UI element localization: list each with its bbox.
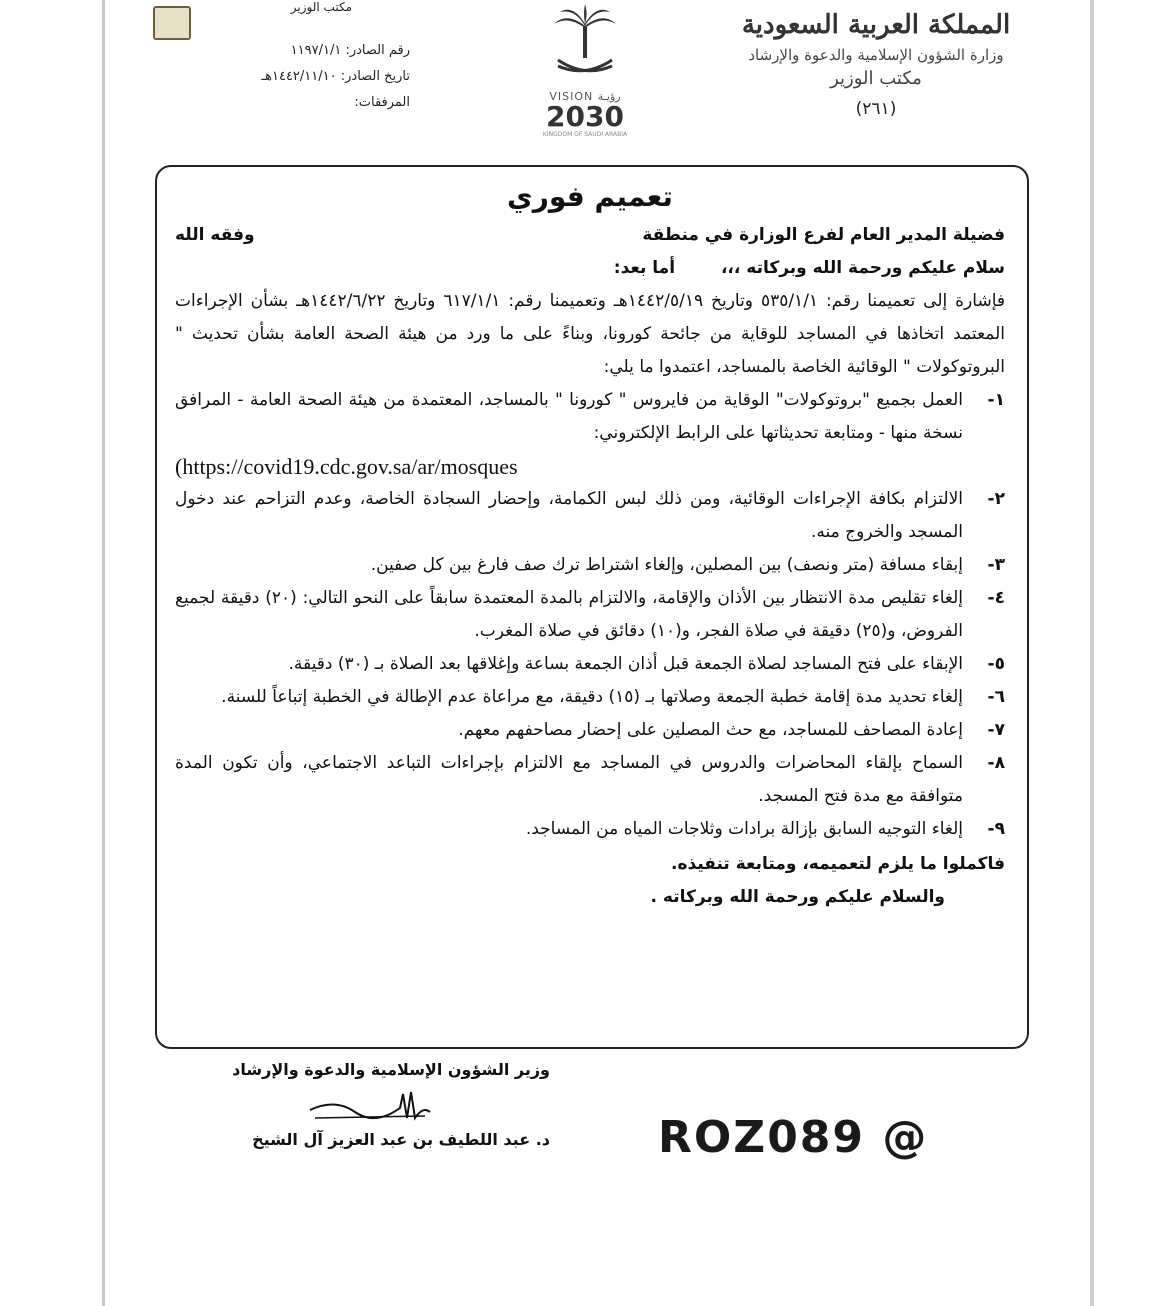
list-item — [175, 681, 1005, 714]
attachments-label: المرفقات: — [354, 95, 410, 110]
addressee-line — [175, 219, 1005, 252]
item-text: الإبقاء على فتح المساجد لصلاة الجمعة قبل أذان الجمعة بساعة وإغلاقها بعد الصلاة بـ (٣٠) دقيقة. — [288, 654, 963, 674]
greeting: سلام عليكم ورحمة الله وبركاته ،،، — [720, 258, 1005, 278]
greeting-line — [175, 252, 1005, 285]
saudi-emblem — [530, 4, 640, 154]
kingdom-name: المملكة العربية السعودية — [741, 10, 1011, 40]
item-number: ٥- — [987, 654, 1005, 674]
signatory-role: وزير الشؤون الإسلامية والدعوة والإرشاد — [232, 1060, 550, 1079]
list-item — [175, 384, 1005, 483]
signatory-name: د. عبد اللطيف بن عبد العزيز آل الشيخ — [252, 1130, 550, 1149]
addressee: فضيلة المدير العام لفرع الوزارة في منطقة — [642, 225, 1005, 245]
item-number: ٨- — [987, 753, 1005, 773]
item-text-content: العمل بجميع "بروتوكولات" الوقاية من فايروس " كورونا " بالمساجد، المعتمدة من هيئة الصحة العامة - المرافق نسخة منها - ومتابعة تحديثاتها على الرابط الإلكتروني: — [175, 390, 963, 443]
item-text: السماح بإلقاء المحاضرات والدروس في المساجد مع الالتزام بإجراءات التباعد الاجتماعي، وأن تكون المدة متوافقة مع مدة فتح المسجد. — [175, 753, 963, 806]
ref-date: تاريخ الصادر: ١٤٤٢/١١/١٠هـ — [261, 69, 410, 84]
list-item — [175, 582, 1005, 648]
list-item — [175, 549, 1005, 582]
top-office-label: مكتب الوزير — [290, 0, 352, 14]
intro-paragraph: فإشارة إلى تعميمنا رقم: ٥٣٥/١/١ وتاريخ ١٤٤٢/٥/١٩هـ وتعميمنا رقم: ٦١٧/١/١ وتاريخ ١٤٤٢/٦/٢٢هـ بشأن الإجراءات المعتمد اتخاذها في المساجد للوقاية من جائحة كورونا، وبناءً على ما ورد من هيئة الصحة العامة بشأن تحديث " البروتوكولات " الوقائية الخاصة بالمساجد، اعتمدوا ما يلي: — [175, 291, 1005, 377]
office-name: مكتب الوزير — [830, 68, 922, 89]
greeting-end: أما بعد: — [613, 258, 676, 278]
item-text: إلغاء تحديد مدة إقامة خطبة الجمعة وصلاتها بـ (١٥) دقيقة، مع مراعاة عدم الإطالة في الخطبة إتباعاً للسنة. — [221, 687, 963, 707]
list-item — [175, 714, 1005, 747]
closing-salutation: والسلام عليكم ورحمة الله وبركاته . — [650, 887, 945, 907]
reference-block — [210, 38, 410, 116]
item-number: ٤- — [987, 588, 1005, 608]
ministry-name: وزارة الشؤون الإسلامية والدعوة والإرشاد — [748, 46, 1004, 64]
ministry-logo-icon — [153, 6, 191, 40]
addressee-blessing: وفقه الله — [175, 225, 255, 245]
letter-body — [175, 180, 1005, 914]
closing-line: فاكملوا ما يلزم لتعميمه، ومتابعة تنفيذه. — [670, 854, 1005, 874]
item-number: ٣- — [987, 555, 1005, 575]
item-text: إلغاء التوجيه السابق بإزالة برادات وثلاجات المياه من المساجد. — [525, 819, 963, 839]
item-text — [175, 384, 963, 483]
covid-link[interactable]: (https://covid19.cdc.gov.sa/ar/mosques — [175, 454, 518, 479]
item-number: ٩- — [987, 819, 1005, 839]
item-number: ١- — [987, 390, 1005, 410]
vision-year: 2030 — [546, 100, 624, 133]
item-text: إلغاء تقليص مدة الانتظار بين الأذان والإقامة، والالتزام بالمدة المعتمدة سابقاً على النحو التالي: (٢٠) دقيقة لجميع الفروض، و(٢٥) دقيقة في صلاة الفجر، و(١٠) دقائق في صلاة المغرب. — [175, 588, 963, 641]
vision-subtitle: KINGDOM OF SAUDI ARABIA — [542, 131, 628, 138]
list-item — [175, 648, 1005, 681]
handwritten-signature — [305, 1088, 435, 1128]
header-code: (٢٦١) — [855, 99, 897, 119]
watermark-handle: ROZ089 @ — [658, 1112, 929, 1163]
item-number: ٢- — [987, 489, 1005, 509]
item-text: إعادة المصاحف للمساجد، مع حث المصلين على إحضار مصاحفهم معهم. — [458, 720, 963, 740]
list-item — [175, 483, 1005, 549]
palm-swords-icon — [550, 4, 620, 84]
ministry-header — [726, 10, 1026, 119]
item-number: ٧- — [987, 720, 1005, 740]
vision-label: VISION رؤيـة — [549, 90, 621, 103]
letter-title: تعميم فوري — [507, 180, 673, 213]
ref-number: رقم الصادر: ١١٩٧/١/١ — [290, 43, 410, 58]
list-item — [175, 747, 1005, 813]
item-text: الالتزام بكافة الإجراءات الوقائية، ومن ذلك لبس الكمامة، وإحضار السجادة الخاصة، وعدم التزاحم عند دخول المسجد والخروج منه. — [175, 489, 963, 542]
item-text: إبقاء مسافة (متر ونصف) بين المصلين، وإلغاء اشتراط ترك صف فارغ بين كل صفين. — [370, 555, 963, 575]
frame-right-edge — [1090, 0, 1094, 1306]
list-item — [175, 813, 1005, 846]
item-number: ٦- — [987, 687, 1005, 707]
